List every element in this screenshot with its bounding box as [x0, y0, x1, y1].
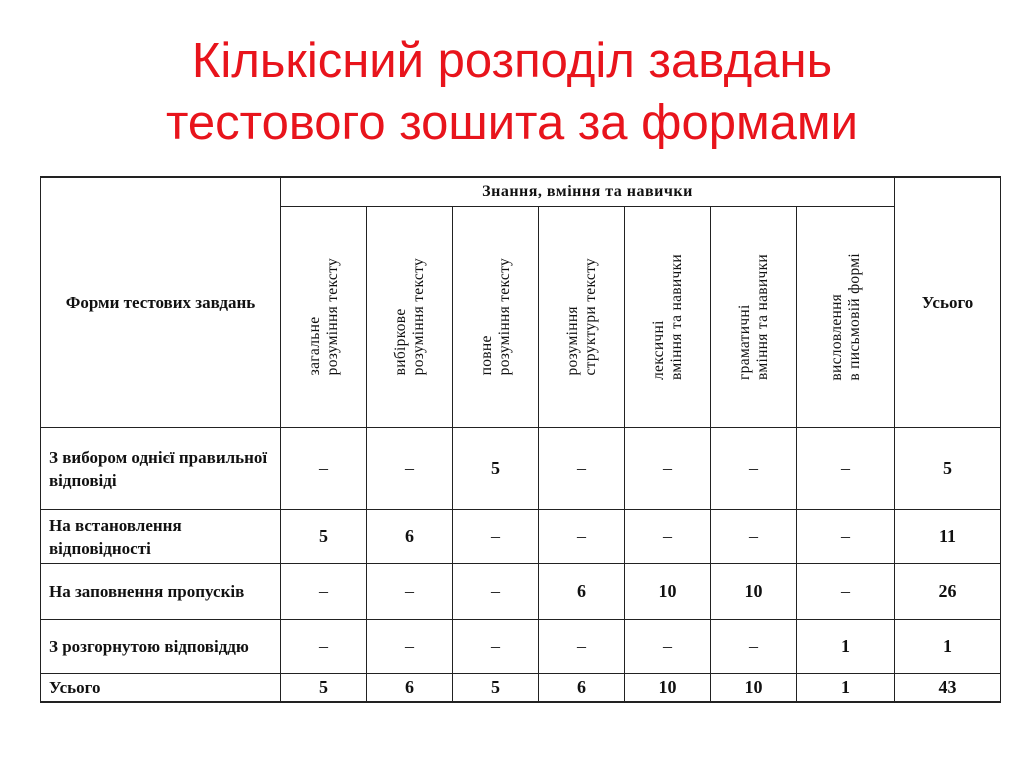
row-total-cell: 1 — [895, 620, 1001, 674]
column-header: загальне розуміння тексту — [281, 207, 367, 428]
table-cell: – — [367, 620, 453, 674]
row-total-cell: 5 — [895, 428, 1001, 510]
row-total-cell: 26 — [895, 564, 1001, 620]
table-cell: – — [281, 428, 367, 510]
table-cell: 5 — [281, 674, 367, 703]
table-cell: – — [797, 564, 895, 620]
table-cell: – — [625, 428, 711, 510]
skills-group-header: Знання, вміння та навички — [281, 177, 895, 207]
table-cell: 10 — [711, 564, 797, 620]
title-line-1: Кількісний розподіл завдань — [191, 34, 833, 88]
table-cell: – — [711, 428, 797, 510]
row-label: З вибором однієї правильної відповіді — [41, 428, 281, 510]
slide-title — [0, 30, 1024, 154]
table-row-total — [41, 674, 1001, 703]
table-cell: 6 — [367, 510, 453, 564]
table-cell: 1 — [797, 674, 895, 703]
grand-total-cell: 43 — [895, 674, 1001, 703]
row-total-cell: 11 — [895, 510, 1001, 564]
table-cell: 5 — [453, 428, 539, 510]
table-cell: – — [453, 510, 539, 564]
table-cell: 10 — [711, 674, 797, 703]
title-line-2: тестового зошита за формами — [166, 96, 858, 150]
table-row — [41, 564, 1001, 620]
table-cell: – — [367, 428, 453, 510]
column-header: граматичні вміння та навички — [711, 207, 797, 428]
table-cell: 6 — [539, 564, 625, 620]
column-header: висловлення в письмовій формі — [797, 207, 895, 428]
table-cell: – — [281, 564, 367, 620]
table-cell: – — [797, 510, 895, 564]
row-label: На встановлення відповідності — [41, 510, 281, 564]
table-row — [41, 620, 1001, 674]
forms-distribution-table — [40, 176, 1001, 703]
table-cell: 5 — [281, 510, 367, 564]
row-label: На заповнення пропусків — [41, 564, 281, 620]
table-row — [41, 510, 1001, 564]
forms-header: Форми тестових завдань — [41, 177, 281, 428]
table-cell: 10 — [625, 674, 711, 703]
table-cell: – — [797, 428, 895, 510]
column-header: лексичні вміння та навички — [625, 207, 711, 428]
table-row — [41, 428, 1001, 510]
table-cell: 10 — [625, 564, 711, 620]
table-cell: 6 — [367, 674, 453, 703]
column-header: повне розуміння тексту — [453, 207, 539, 428]
column-header: вибіркове розуміння тексту — [367, 207, 453, 428]
table-cell: 6 — [539, 674, 625, 703]
table-cell: – — [711, 510, 797, 564]
table-cell: – — [453, 564, 539, 620]
row-label: З розгорнутою відповіддю — [41, 620, 281, 674]
table-cell: – — [539, 428, 625, 510]
table-cell: – — [625, 620, 711, 674]
table-cell: – — [453, 620, 539, 674]
table-cell: – — [281, 620, 367, 674]
table-cell: – — [711, 620, 797, 674]
table-cell: – — [367, 564, 453, 620]
total-column-header: Усього — [895, 177, 1001, 428]
table-cell: 1 — [797, 620, 895, 674]
table-cell: – — [539, 620, 625, 674]
table-cell: – — [539, 510, 625, 564]
table-cell: 5 — [453, 674, 539, 703]
column-header: розуміння структури тексту — [539, 207, 625, 428]
row-label: Усього — [41, 674, 281, 703]
table-cell: – — [625, 510, 711, 564]
